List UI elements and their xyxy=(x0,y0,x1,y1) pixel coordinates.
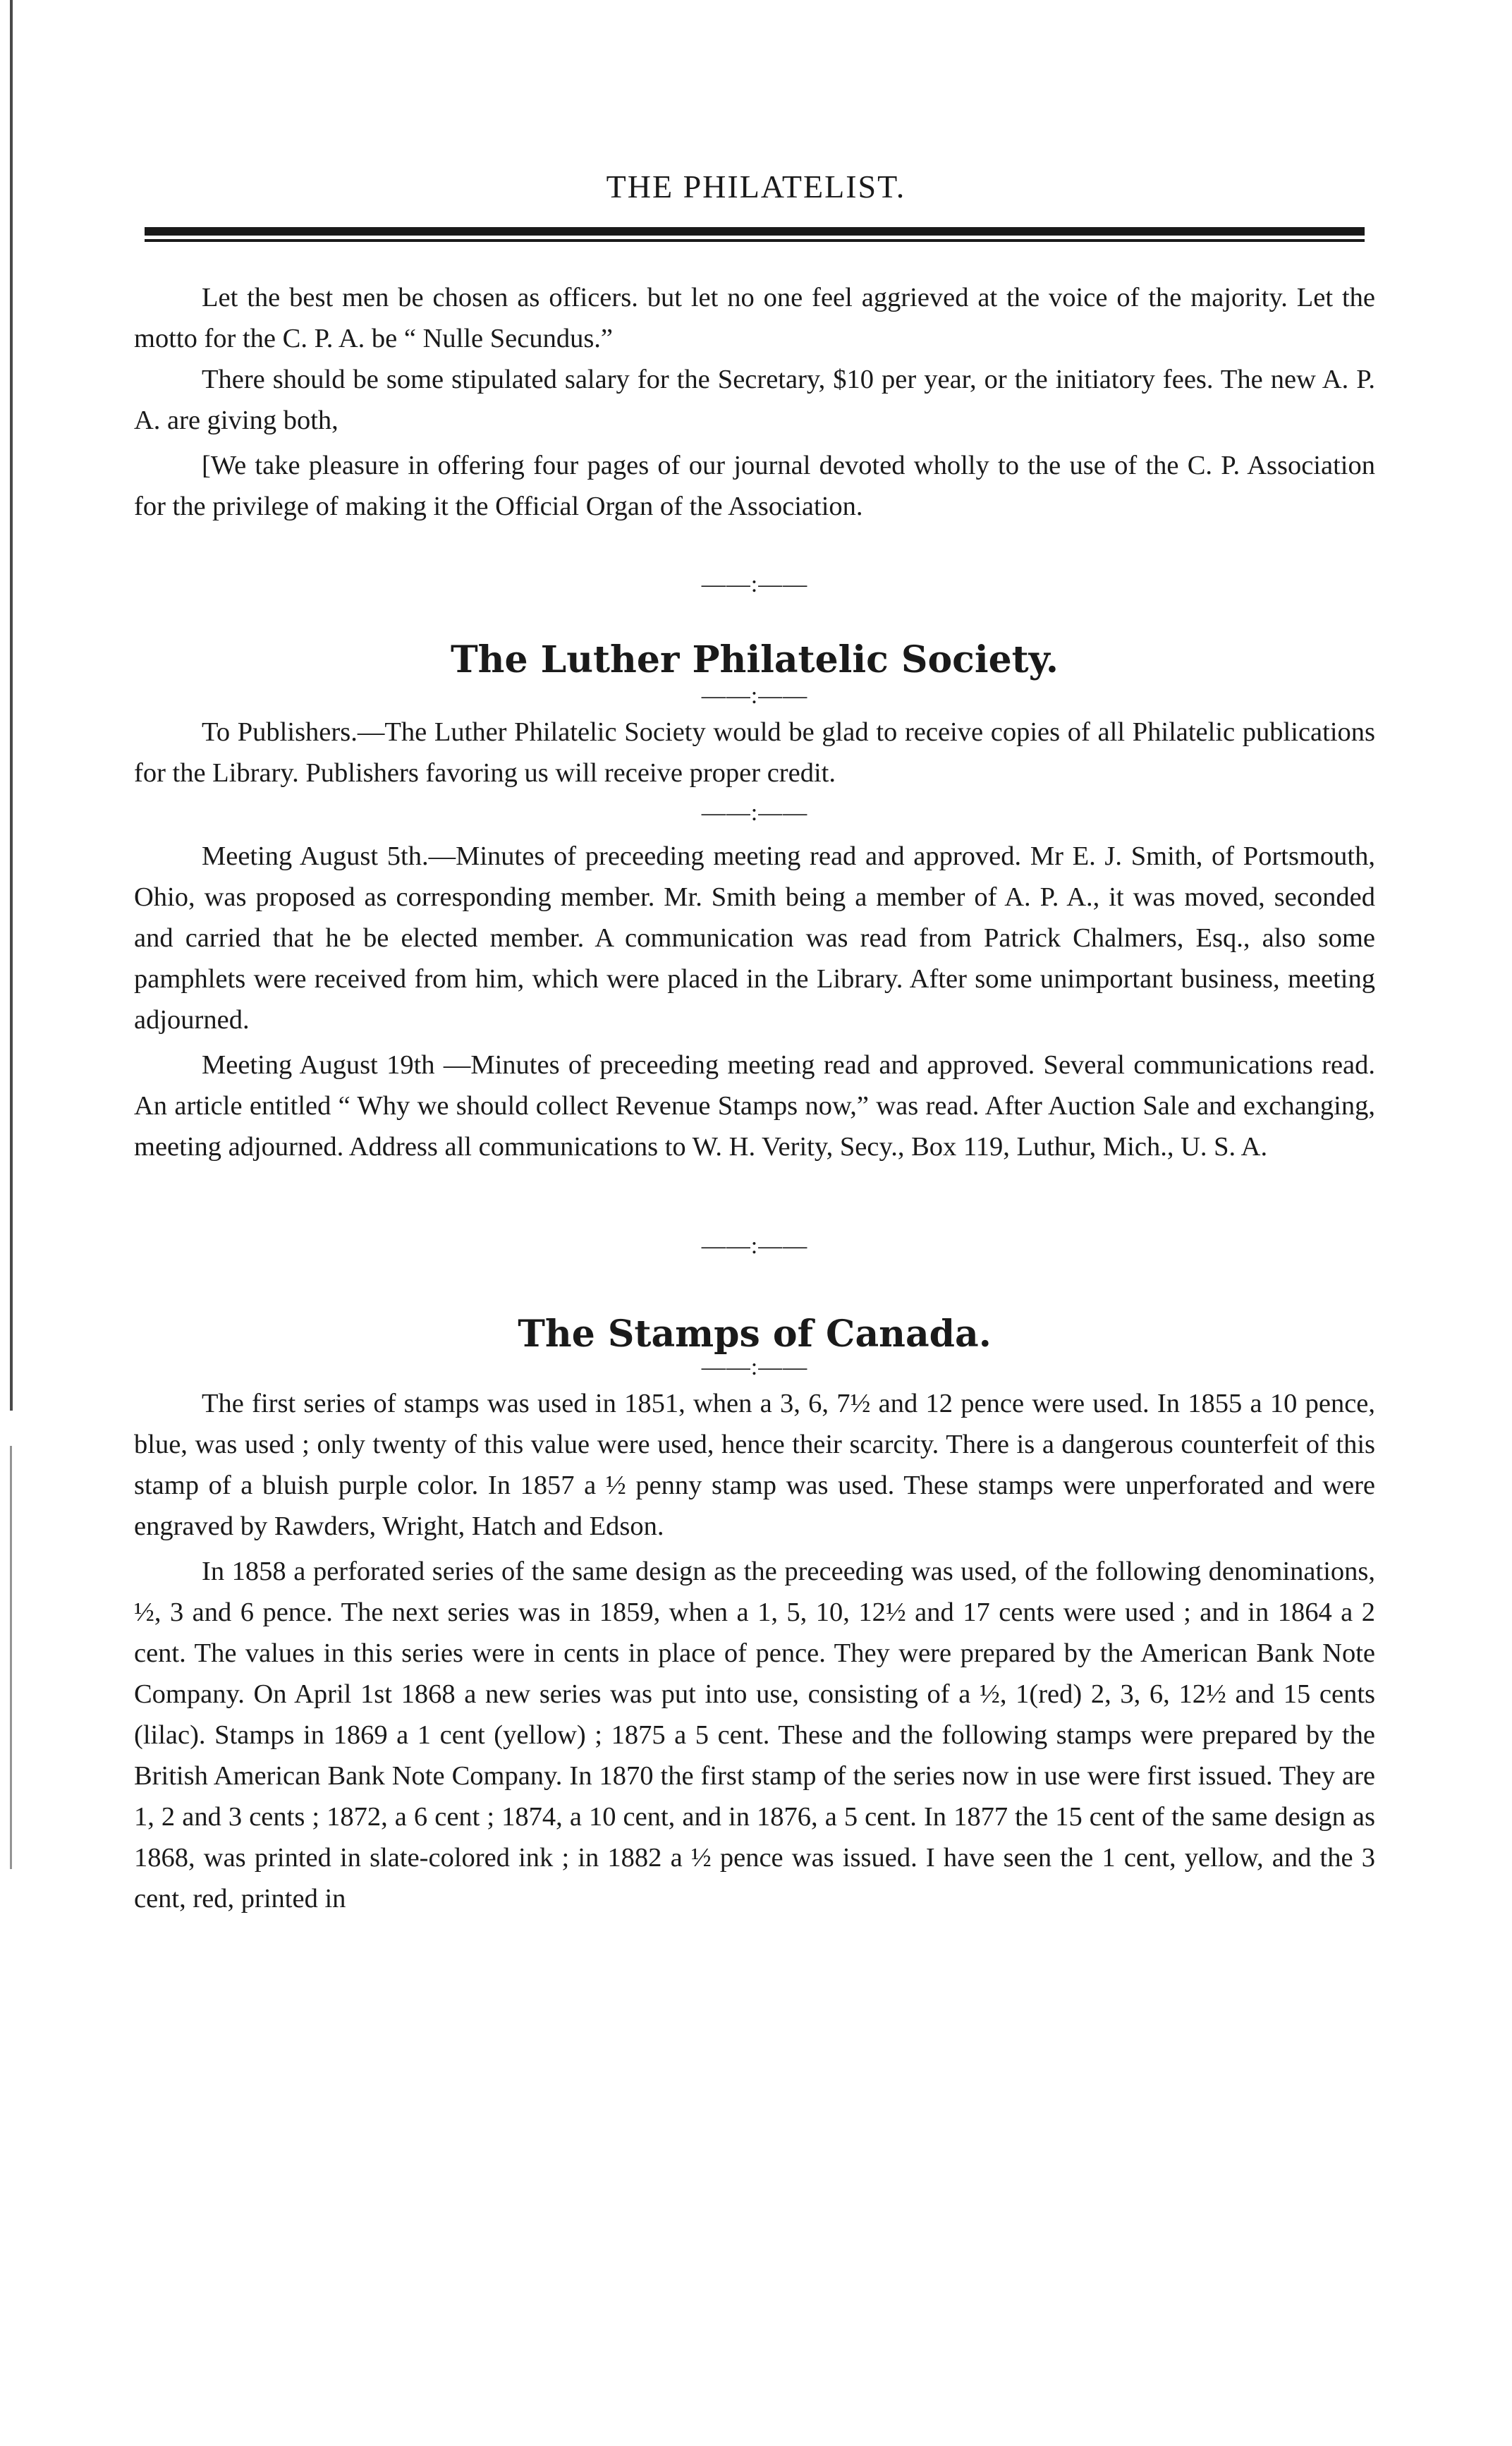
intro-paragraph-1: Let the best men be chosen as officers. but let no one feel aggrieved at the voice of the majority. Let the motto for the C. P. A. be “ Nulle Secundus.” xyxy=(134,283,1375,353)
header-rule xyxy=(145,227,1365,242)
running-header: THE PHILATELIST. xyxy=(606,169,906,205)
canada-paragraph-2: In 1858 a perforated series of the same design as the preceeding was used, of the following denominations, ½, 3 and 6 pence. The next series was in 1859, when a 1, 5, 10, 12½ and 17 cents were used ; and in 1864 a 2 cent. The values in this series were in cents in place of pence. They were prepared by the American Bank Note Company. On April 1st 1868 a new series was put into use, consisting of a ½, 1(red) 2, 3, 6, 12½ and 15 cents (lilac). Stamps in 1869 a 1 cent (yellow) ; 1875 a 5 cent. These and the following stamps were prepared by the British American Bank Note Company. In 1870 the first stamp of the series now in use were first issued. They are 1, 2 and 3 cents ; 1872, a 6 cent ; 1874, a 10 cent, and in 1876, a 5 cent. In 1877 the 15 cent of the same design as 1868, was printed in slate-colored ink ; in 1882 a ½ pence was issued. I have seen the 1 cent, yellow, and the 3 cent, red, printed in xyxy=(134,1557,1375,1913)
luther-inner-divider: ——:—— xyxy=(701,800,808,826)
intro-paragraph-2: There should be some stipulated salary for the Secretary, $10 per year, or the initiatory fees. The new A. P. A. are giving both, xyxy=(134,365,1375,435)
intro-paragraph-3: [We take pleasure in offering four pages of our journal devoted wholly to the use of the C. P. Association for the privilege of making it the Official Organ of the Association. xyxy=(134,451,1375,521)
section-divider: ——:—— xyxy=(701,571,808,597)
page-edge-shadow-lower xyxy=(10,1446,12,1869)
page-body xyxy=(134,277,1375,1919)
page-edge-shadow xyxy=(10,0,13,1411)
luther-paragraph-meeting-aug19: Meeting August 19th —Minutes of preceeding meeting read and approved. Several communications read. An article entitled “ Why we should collect Revenue Stamps now,” was read. After Auction Sale and exchanging, meeting adjourned. Address all communications to W. H. Verity, Secy., Box 119, Luthur, Mich., U. S. A. xyxy=(134,1050,1375,1162)
stamps-of-canada-title: The Stamps of Canada. xyxy=(518,1313,992,1356)
canada-title-divider: ——:—— xyxy=(701,1354,808,1380)
section-divider-2: ——:—— xyxy=(701,1233,808,1259)
luther-title-divider: ——:—— xyxy=(701,683,808,709)
luther-paragraph-publishers: To Publishers.—The Luther Philatelic Society would be glad to receive copies of all Philatelic publications for the Library. Publishers favoring us will receive proper credit. xyxy=(134,717,1375,788)
luther-society-title: The Luther Philatelic Society. xyxy=(450,638,1059,681)
luther-paragraph-meeting-aug5: Meeting August 5th.—Minutes of preceeding meeting read and approved. Mr E. J. Smith, of Portsmouth, Ohio, was proposed as corresponding member. Mr. Smith being a member of A. P. A., it was moved, seconded and carried that he be elected member. A communication was read from Patrick Chalmers, Esq., also some pamphlets were received from him, which were placed in the Library. After some unimportant business, meeting adjourned. xyxy=(134,841,1375,1035)
canada-paragraph-1: The first series of stamps was used in 1851, when a 3, 6, 7½ and 12 pence were used. In 1855 a 10 pence, blue, was used ; only twenty of this value were used, hence their scarcity. There is a dangerous counterfeit of this stamp of a bluish purple color. In 1857 a ½ penny stamp was used. These stamps were unperforated and were engraved by Rawders, Wright, Hatch and Edson. xyxy=(134,1389,1375,1541)
